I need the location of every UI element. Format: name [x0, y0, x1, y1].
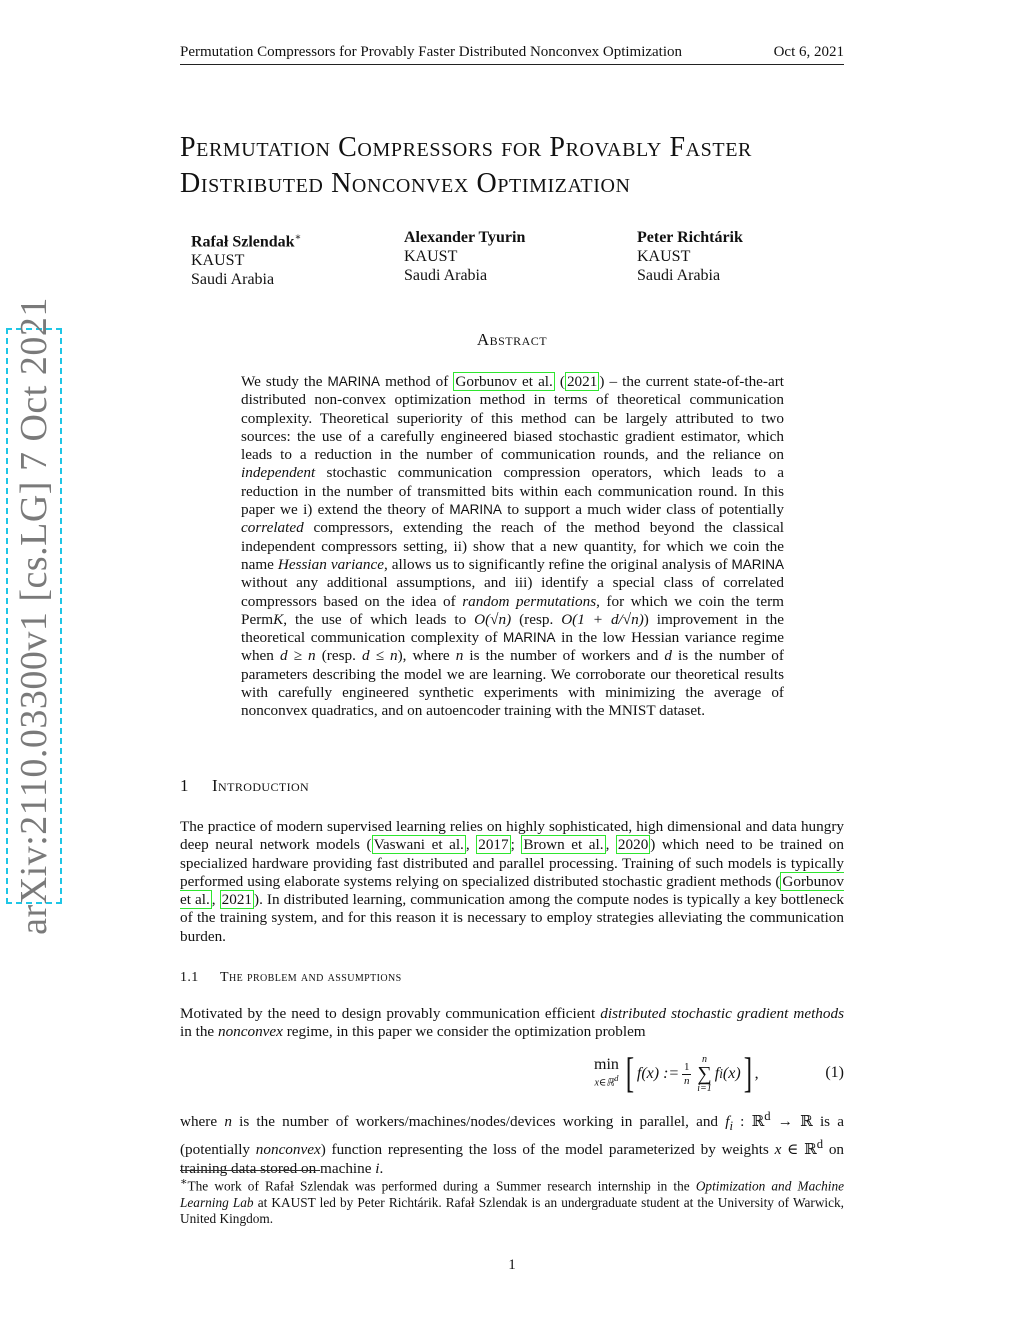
- footnote-mark: ∗: [180, 1176, 188, 1188]
- minimization-operator: min x∈ℝ$^d$: [594, 1055, 619, 1089]
- citation-link[interactable]: Gorbunov et al.: [180, 872, 844, 909]
- method-name: MARINA: [327, 374, 381, 389]
- abstract-heading: Abstract: [476, 330, 548, 349]
- left-bracket: [: [625, 1051, 635, 1097]
- math-expression: d ≥ n: [279, 647, 316, 665]
- author-name: Rafał Szlendak: [191, 233, 295, 251]
- author-affiliation: KAUST: [404, 248, 458, 265]
- section-number: 1: [180, 776, 189, 795]
- author-name: Peter Richtárik: [637, 229, 743, 246]
- citation-year-link[interactable]: 2021: [566, 373, 598, 390]
- math-expression: O(1 + d/√n): [561, 610, 644, 628]
- citation-link[interactable]: Gorbunov et al.: [455, 373, 553, 390]
- fraction: $\frac{1}{n}$: [683, 1060, 690, 1087]
- equation-number: (1): [825, 1064, 844, 1081]
- subsection-title: The problem and assumptions: [220, 970, 402, 985]
- section-title: Introduction: [212, 776, 310, 795]
- author-footnote-mark[interactable]: ∗: [294, 232, 302, 243]
- method-name: MARINA: [503, 630, 556, 646]
- author-name: Alexander Tyurin: [404, 229, 526, 246]
- summation: n ∑ i=1: [697, 1054, 712, 1094]
- paper-title: [180, 130, 860, 202]
- citation-year-link[interactable]: 2020: [617, 836, 649, 854]
- author-country: Saudi Arabia: [637, 267, 721, 284]
- footnote: ∗The work of Rafał Szlendak was performed during a Summer research internship in the Optimization and Machine Learning Lab at KAUST led by Peter Richtárik. Rafał Szlendak is an undergraduate student at the University of Warwick, United Kingdom.: [180, 1176, 845, 1227]
- method-name: MARINA: [731, 556, 784, 572]
- author-affiliation: KAUST: [637, 248, 691, 265]
- subsection-heading-problem: [180, 970, 402, 986]
- author-affiliation: KAUST: [191, 252, 245, 270]
- author-country: Saudi Arabia: [191, 271, 275, 289]
- running-header-title: Permutation Compressors for Provably Faster Distributed Nonconvex Optimization: [180, 44, 683, 60]
- right-bracket: ]: [743, 1051, 752, 1097]
- method-name: MARINA: [449, 502, 502, 518]
- equation-body: min x∈ℝ$^d$ [ f(x) := $\frac{1}{n}$ n ∑ i=1 f i (x) ] ,: [594, 1051, 759, 1097]
- author-2: [404, 228, 525, 285]
- running-header-date: Oct 6, 2021: [773, 44, 844, 60]
- footnote-divider: [180, 1170, 320, 1171]
- math-expression: d ≤ n: [361, 647, 398, 665]
- subsection-number: 1.1: [180, 970, 199, 985]
- running-header: [180, 44, 844, 65]
- math-expression: O(√n): [474, 610, 512, 628]
- citation-link[interactable]: Vaswani et al.: [373, 836, 464, 854]
- citation-year-link[interactable]: 2021: [221, 891, 253, 909]
- problem-paragraph: Motivated by the need to design provably communication efficient distributed stochastic gradient methods in the nonconvex regime, in this paper we consider the optimization problem: [180, 1005, 844, 1041]
- author-3: [637, 228, 743, 285]
- abstract-text: We study the MARINA method of Gorbunov et al. ( 2021 ) – the current state-of-the-art distributed non-convex optimization method in terms of theoretical communication complexity. Theoretical superiority of this method can be largely attributed to two sources: the use of a carefully engineered biased stochastic gradient estimator, which leads to a reduction in the number of communication rounds, and the reliance on independent stochastic communication compression operators, which leads to a reduction in the number of transmitted bits within each communication round. In this paper we i) extend the theory of MARINA to support a much wider class of potentially correlated compressors, extending the reach of the method beyond the classical independent compressors setting, ii) show that a new quantity, for which we coin the name Hessian variance, allows us to significantly refine the original analysis of MARINA without any additional assumptions, and iii) identify a special class of correlated compressors based on the idea of random permutations, for which we coin the term PermK, the use of which leads to O(√n) (resp. O(1 + d/√n)) improvement in the theoretical communication complexity of MARINA in the low Hessian variance regime when d ≥ n (resp. d ≤ n), where n is the number of workers and d is the number of parameters describing the model we are learning. We corroborate our theoretical results with carefully engineered synthetic experiments with minimizing the average of nonconvex quadratics, and on autoencoder training with the MNIST dataset.: [241, 373, 785, 720]
- author-1: [191, 228, 301, 289]
- paper-title-line-1: Permutation Compressors for Provably Faster: [180, 132, 752, 163]
- author-country: Saudi Arabia: [404, 267, 488, 284]
- introduction-paragraph: The practice of modern supervised learning relies on highly sophisticated, high dimensional and data hungry deep neural network models ( Vaswani et al. , 2017 ; Brown et al. , 2020 ) which need to be trained on specialized hardware providing fast distributed and parallel processing. Training of such models is typically performed using elaborate systems relying on specialized distributed stochastic gradient methods ( Gorbunov et al. , 2021 ). In distributed learning, communication among the compute nodes is typically a key bottleneck of the training system, and for this reason it is necessary to employ strategies alleviating the communication burden.: [180, 818, 845, 945]
- citation-year-link[interactable]: 2017: [478, 836, 509, 854]
- equation-1: [180, 1050, 844, 1098]
- citation-link[interactable]: Brown et al.: [523, 836, 604, 854]
- problem-definition-paragraph: where n is the number of workers/machines/nodes/devices working in parallel, and $f_i$ : ℝ$^d$ → ℝ is a (potentially nonconvex) function representing the loss of the model parameterized by weights x ∈ ℝ$^d$ on training data stored on machine i.: [180, 1109, 845, 1177]
- section-heading-introduction: [180, 776, 844, 796]
- arxiv-identifier-text: arXiv:2110.03300v1 [cs.LG] 7 Oct 2021: [13, 297, 55, 935]
- arxiv-identifier-stamp[interactable]: [6, 297, 62, 935]
- page-number: 1: [508, 1257, 516, 1273]
- paper-title-line-2: Distributed Nonconvex Optimization: [180, 168, 631, 199]
